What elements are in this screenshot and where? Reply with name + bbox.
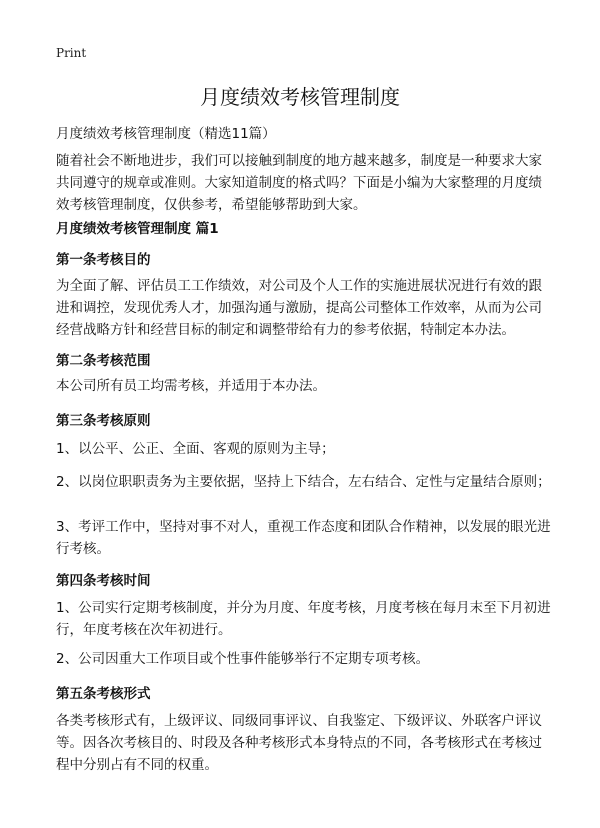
article-3-item-3: 3、考评工作中，坚持对事不对人，重视工作态度和团队合作精神，以发展的眼光进行考核。	[56, 519, 551, 557]
article-3-heading: 第三条考核原则	[56, 413, 151, 429]
intro-paragraph: 随着社会不断地进步，我们可以接触到制度的地方越来越多，制度是一种要求大家共同遵守的规章或准则。大家知道制度的格式吗？下面是小编为大家整理的月度绩效考核管理制度，仅供参考，希望能够帮助到大家。	[56, 153, 542, 213]
article-4-item-2: 2、公司因重大工作项目或个性事件能够举行不定期专项考核。	[56, 651, 430, 667]
print-link[interactable]: Print	[56, 46, 87, 60]
article-5-paragraph: 各类考核形式有，上级评议、同级同事评议、自我鉴定、下级评议、外联客户评议等。因各次考核目的、时段及各种考核形式本身特点的不同，各考核形式在考核过程中分别占有不同的权重。	[56, 713, 542, 773]
article-4-item-1: 1、公司实行定期考核制度，并分为月度、年度考核，月度考核在每月末至下月初进行，年度考核在次年初进行。	[56, 600, 551, 638]
document-subtitle: 月度绩效考核管理制度（精选11篇）	[56, 126, 276, 142]
page-title: 月度绩效考核管理制度	[200, 85, 400, 109]
article-2-heading: 第二条考核范围	[56, 353, 151, 369]
article-2-paragraph: 本公司所有员工均需考核，并适用于本办法。	[56, 378, 326, 394]
section-heading: 月度绩效考核管理制度 篇1	[56, 221, 219, 237]
article-5-heading: 第五条考核形式	[56, 686, 151, 702]
article-1-paragraph: 为全面了解、评估员工工作绩效，对公司及个人工作的实施进展状况进行有效的跟进和调控，发现优秀人才，加强沟通与激励，提高公司整体工作效率，从而为公司经营战略方针和经营目标的制定和调整带给有力的参考依据，特制定本办法。	[56, 278, 542, 338]
article-3-item-1: 1、以公平、公正、全面、客观的原则为主导；	[56, 441, 335, 457]
article-3-item-2: 2、以岗位职职责务为主要依据，坚持上下结合，左右结合、定性与定量结合原则；	[56, 474, 551, 490]
article-4-heading: 第四条考核时间	[56, 573, 151, 589]
article-1-heading: 第一条考核目的	[56, 252, 151, 268]
